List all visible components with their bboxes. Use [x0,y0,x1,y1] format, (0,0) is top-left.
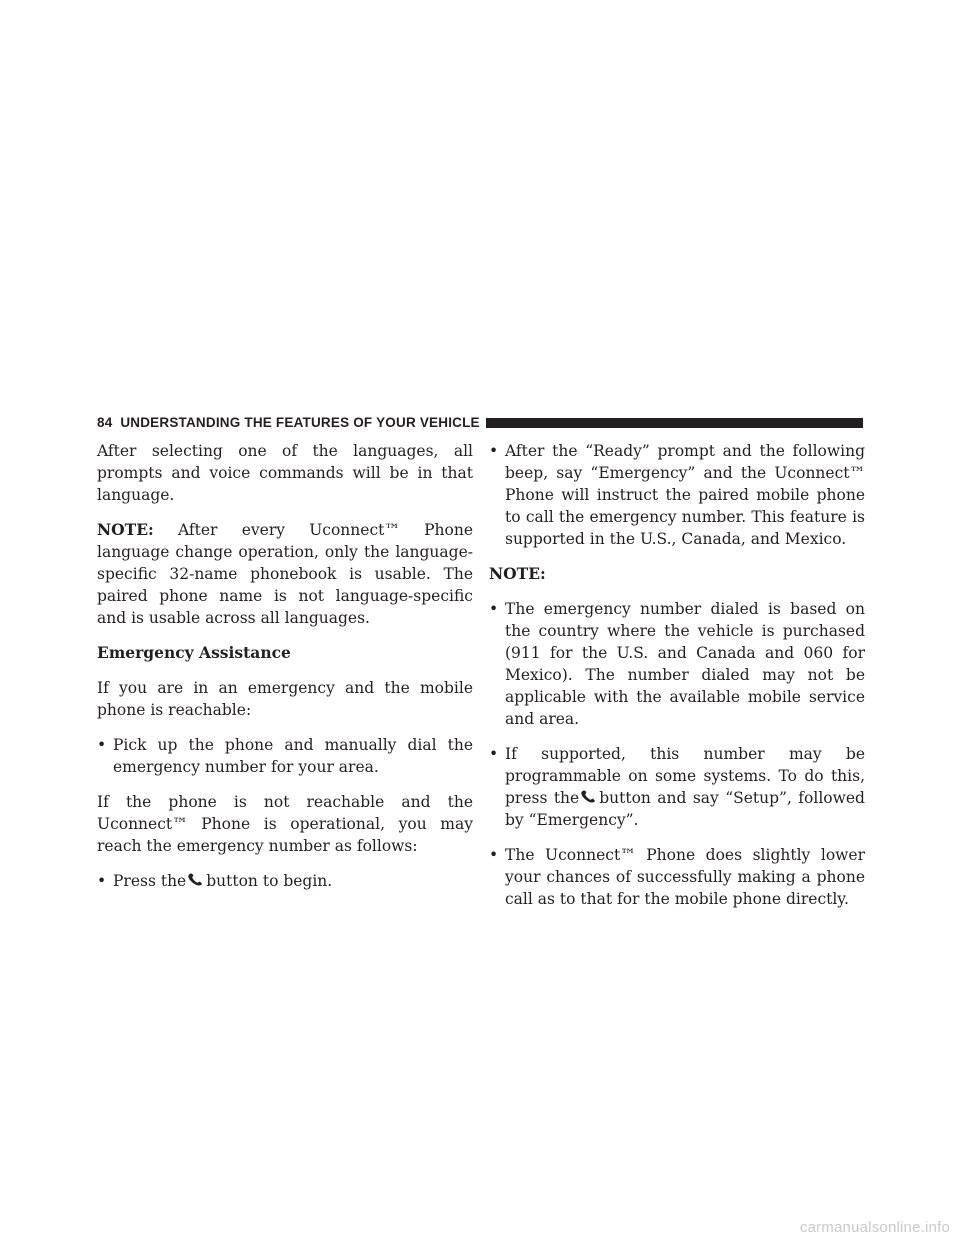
header-text [97,415,486,430]
list-item [489,440,865,550]
bullet-text: If supported, this number may be programmable on some systems. To do this, press the [505,745,865,807]
right-column [489,440,865,923]
section-heading: Emergency Assistance [97,643,291,662]
bullet-text: Pick up the phone and manually dial the emergency number for your area. [113,736,473,776]
note-heading: NOTE: [489,564,546,583]
watermark: carmanualsonline.info [799,1219,950,1236]
bullet-text: The Uconnect™ Phone does slightly lower your chances of successfully making a phone call as to that for the mobile phone directly. [505,846,865,908]
bullet-dot: • [489,442,499,460]
bullet-text: The emergency number dialed is based on the country where the vehicle is purchased (911 for the U.S. and Canada and 060 for Mexico). The number dialed may not be applicable with the available mobile service and area. [505,600,865,728]
phone-icon [187,873,205,887]
page-number: 84 [97,415,113,430]
bullet-text: Press the [113,872,187,890]
bullet-dot: • [97,872,107,890]
left-column [97,440,473,905]
list-item [97,870,473,892]
bullet-dot: • [489,600,499,618]
list-item [489,743,865,831]
list-item [489,598,865,730]
emergency-paragraph: If you are in an emergency and the mobile phone is reachable: [97,679,473,719]
list-item [489,844,865,910]
unreachable-paragraph: If the phone is not reachable and the Uconnect™ Phone is operational, you may reach the emergency number as follows: [97,793,473,855]
bullet-list [97,870,473,892]
header-rule [457,418,863,428]
bullet-list [489,440,865,550]
bullet-list [489,598,865,910]
bullet-dot: • [97,736,107,754]
list-item [97,734,473,778]
bullet-dot: • [489,846,499,864]
bullet-dot: • [489,745,499,763]
page-header [97,414,863,432]
note-label: NOTE: [97,520,154,539]
bullet-text: button to begin. [206,872,333,890]
intro-paragraph: After selecting one of the languages, all prompts and voice commands will be in that language. [97,442,473,504]
phone-icon [580,790,598,804]
section-title: UNDERSTANDING THE FEATURES OF YOUR VEHICLE [120,415,480,430]
bullet-text: After the “Ready” prompt and the following beep, say “Emergency” and the Uconnect™ Phone will instruct the paired mobile phone to call the emergency number. This feature is supported in the U.S., Canada, and Mexico. [505,442,865,548]
note-text: After every Uconnect™ Phone language change operation, only the language-specific 32-name phonebook is usable. The paired phone name is not language-specific and is usable across all languages. [97,521,473,627]
bullet-list [97,734,473,778]
bullet-text: button and say “Setup”, followed by “Emergency”. [505,789,865,829]
note-paragraph [97,519,473,629]
